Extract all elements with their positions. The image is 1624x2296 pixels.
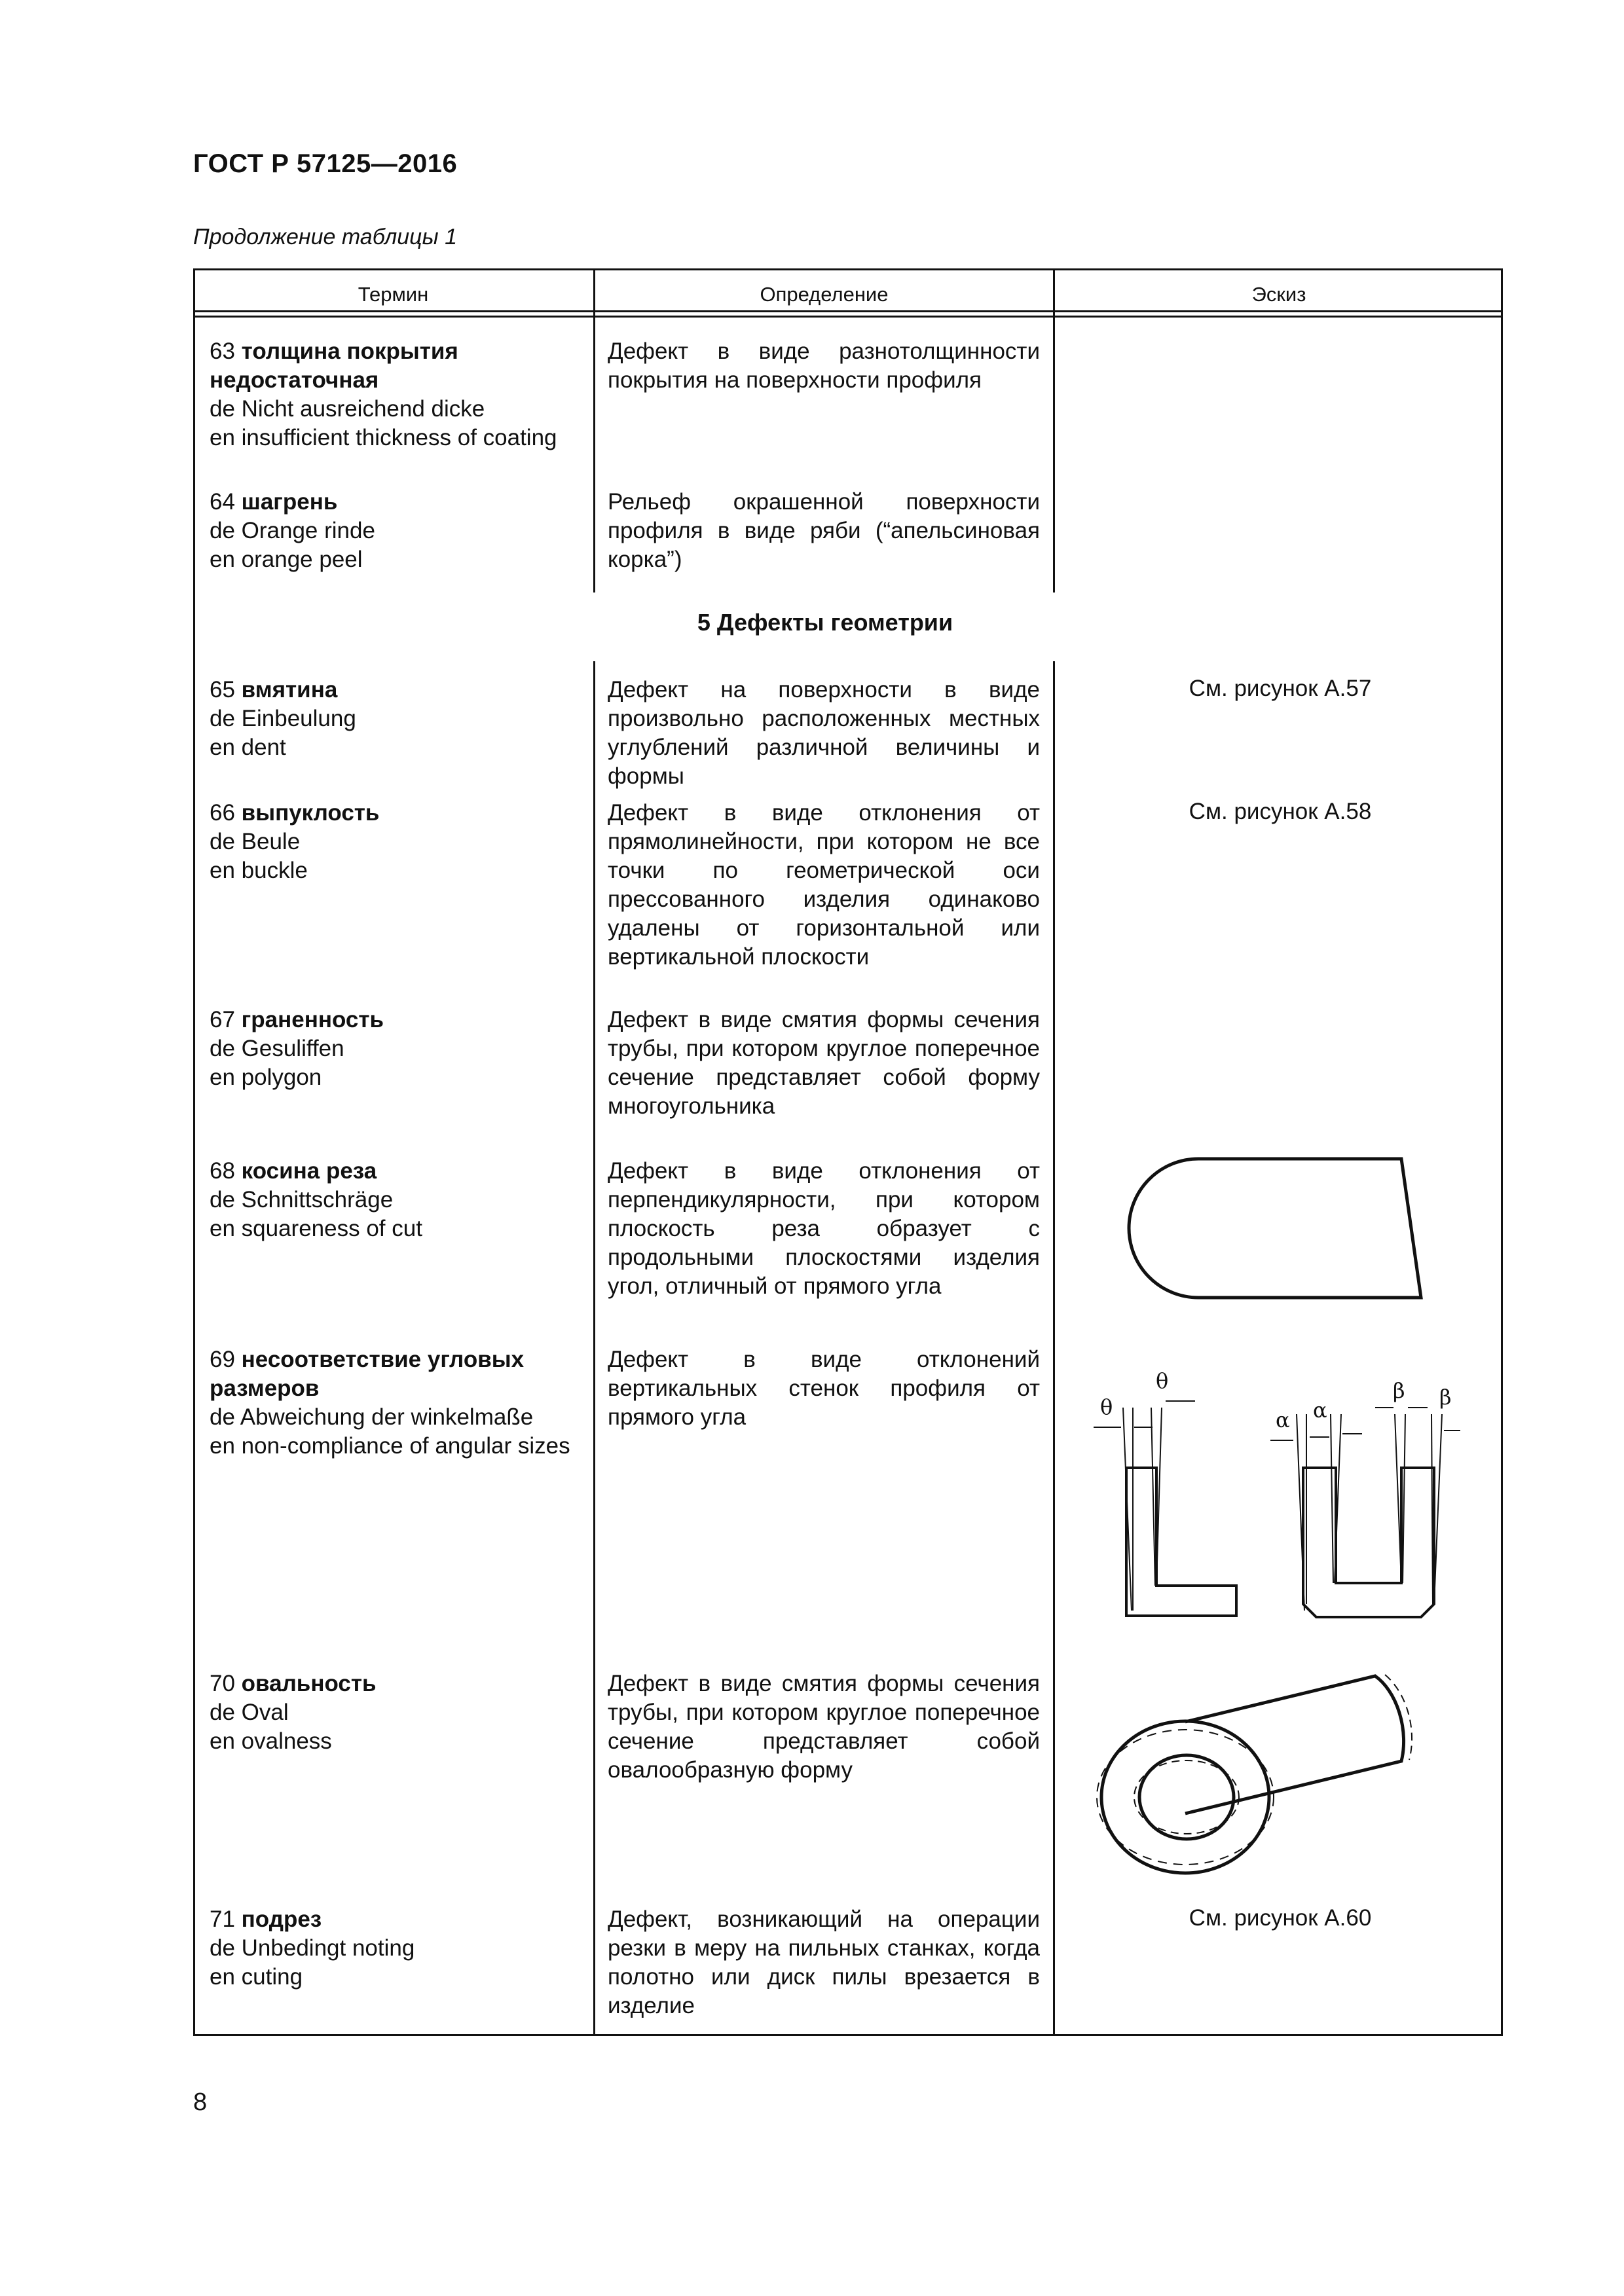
sketch-ref-71: См. рисунок А.60 (1189, 1905, 1372, 1931)
angular-sizes-sketch (1080, 1342, 1473, 1630)
tube-bore (1139, 1755, 1234, 1839)
term-num: 63 (210, 338, 235, 364)
term-ru: выпуклость (241, 800, 380, 826)
term-64 (210, 488, 596, 574)
term-en: en cuting (210, 1964, 303, 1990)
term-ru: овальность (241, 1671, 377, 1696)
term-num: 64 (210, 489, 235, 515)
definition-71: Дефект, возникающий на операции резки в меру на пильных станках, когда полотно или диск пилы врезается в изделие (608, 1906, 1040, 2018)
term-ru: подрез (241, 1906, 322, 1932)
term-num: 71 (210, 1906, 235, 1932)
term-de: de Einbeulung (210, 706, 356, 731)
definition-65: Дефект на поверхности в виде произвольно расположенных местных углублений различной величины и формы (608, 677, 1040, 789)
term-de: de Orange rinde (210, 518, 375, 543)
definition-63: Дефект в виде разнотолщинности покрытия на поверхности профиля (608, 338, 1040, 393)
ovalness-sketch (1087, 1663, 1467, 1872)
term-ru: шагрень (241, 489, 338, 515)
tube-end-outer (1101, 1721, 1269, 1873)
sketch-ref-65: См. рисунок А.57 (1189, 676, 1372, 701)
definition-66: Дефект в виде отклонения от прямолинейности, при котором не все точки по геометрической оси прессованного изделия одинаково удалены от горизонтальной или вертикальной плоскости (608, 800, 1040, 970)
col-header-term: Термин (358, 283, 429, 306)
beta-label: β (1439, 1385, 1452, 1410)
term-en: en squareness of cut (210, 1216, 422, 1241)
term-ru: вмятина (241, 677, 338, 702)
term-de: de Schnittschräge (210, 1187, 394, 1212)
term-de: de Unbedingt noting (210, 1935, 415, 1961)
term-num: 68 (210, 1158, 235, 1184)
u-profile (1303, 1468, 1434, 1617)
section-title: 5 Дефекты геометрии (697, 609, 953, 636)
beta-label: β (1393, 1378, 1405, 1403)
term-num: 66 (210, 800, 235, 826)
term-en: en non-compliance of angular sizes (210, 1433, 570, 1459)
squareness-of-cut-sketch (1113, 1152, 1441, 1316)
term-69 (210, 1345, 596, 1461)
term-num: 69 (210, 1347, 235, 1372)
col-header-sketch: Эскиз (1251, 283, 1306, 306)
col-header-definition: Определение (760, 283, 889, 306)
page-number: 8 (193, 2088, 208, 2116)
term-68 (210, 1157, 596, 1243)
alpha-label: α (1276, 1408, 1290, 1432)
definition-67: Дефект в виде смятия формы сечения трубы, при котором круглое поперечное сечение представляет собой форму многоугольника (608, 1007, 1040, 1119)
term-70 (210, 1669, 596, 1756)
term-67 (210, 1006, 596, 1092)
term-en: en insufficient thickness of coating (210, 425, 557, 450)
definition-69: Дефект в виде отклонений вертикальных стенок профиля от прямого угла (608, 1347, 1040, 1430)
term-en: en orange peel (210, 547, 363, 572)
term-65 (210, 676, 596, 762)
definition-64: Рельеф окрашенной поверхности профиля в виде ряби (“апельсиновая корка”) (608, 489, 1040, 572)
u-deviation-line (1403, 1414, 1405, 1583)
definition-68: Дефект в виде отклонения от перпендикулярности, при котором плоскость реза образует с продольными плоскостями изделия угол, отличный от прямого угла (608, 1158, 1040, 1299)
term-63 (210, 337, 596, 452)
u-deviation-line (1431, 1414, 1433, 1604)
term-71 (210, 1905, 596, 1992)
term-66 (210, 799, 596, 885)
term-num: 65 (210, 677, 235, 702)
u-deviation-line (1331, 1414, 1333, 1583)
term-de: de Gesuliffen (210, 1036, 344, 1061)
alpha-label: α (1313, 1398, 1327, 1423)
term-en: en polygon (210, 1065, 322, 1090)
term-en: en ovalness (210, 1728, 332, 1754)
term-en: en buckle (210, 858, 308, 883)
theta-label: θ (1156, 1368, 1169, 1393)
header-divider-2 (193, 316, 1503, 318)
term-num: 67 (210, 1007, 235, 1032)
term-de: de Nicht ausreichend dicke (210, 396, 485, 422)
col-divider-2b (1053, 661, 1055, 2036)
tube-bore-oval (1134, 1760, 1239, 1834)
definition-70: Дефект в виде смятия формы сечения трубы, при котором круглое поперечное сечение представляет собой овалообразную форму (608, 1671, 1040, 1783)
table-caption: Продолжение таблицы 1 (193, 225, 457, 249)
col-divider-2a (1053, 268, 1055, 592)
l-profile (1126, 1468, 1236, 1616)
document-header: ГОСТ Р 57125—2016 (193, 149, 458, 178)
term-ru: косина реза (241, 1158, 377, 1184)
term-en: en dent (210, 735, 286, 760)
term-ru: толщина покрытия недостаточная (210, 338, 458, 393)
l-deviation-line (1151, 1408, 1155, 1586)
cut-profile-outline (1129, 1159, 1421, 1298)
term-de: de Oval (210, 1700, 289, 1725)
theta-label: θ (1100, 1394, 1113, 1419)
sketch-ref-66: См. рисунок А.58 (1189, 799, 1372, 824)
tube-far-end-oval (1385, 1675, 1412, 1760)
term-de: de Beule (210, 829, 301, 854)
term-num: 70 (210, 1671, 235, 1696)
term-de: de Abweichung der winkelmaße (210, 1404, 534, 1430)
term-ru: несоответствие угловых размеров (210, 1347, 525, 1401)
term-ru: граненность (241, 1007, 384, 1032)
tube-outline (1185, 1676, 1404, 1813)
